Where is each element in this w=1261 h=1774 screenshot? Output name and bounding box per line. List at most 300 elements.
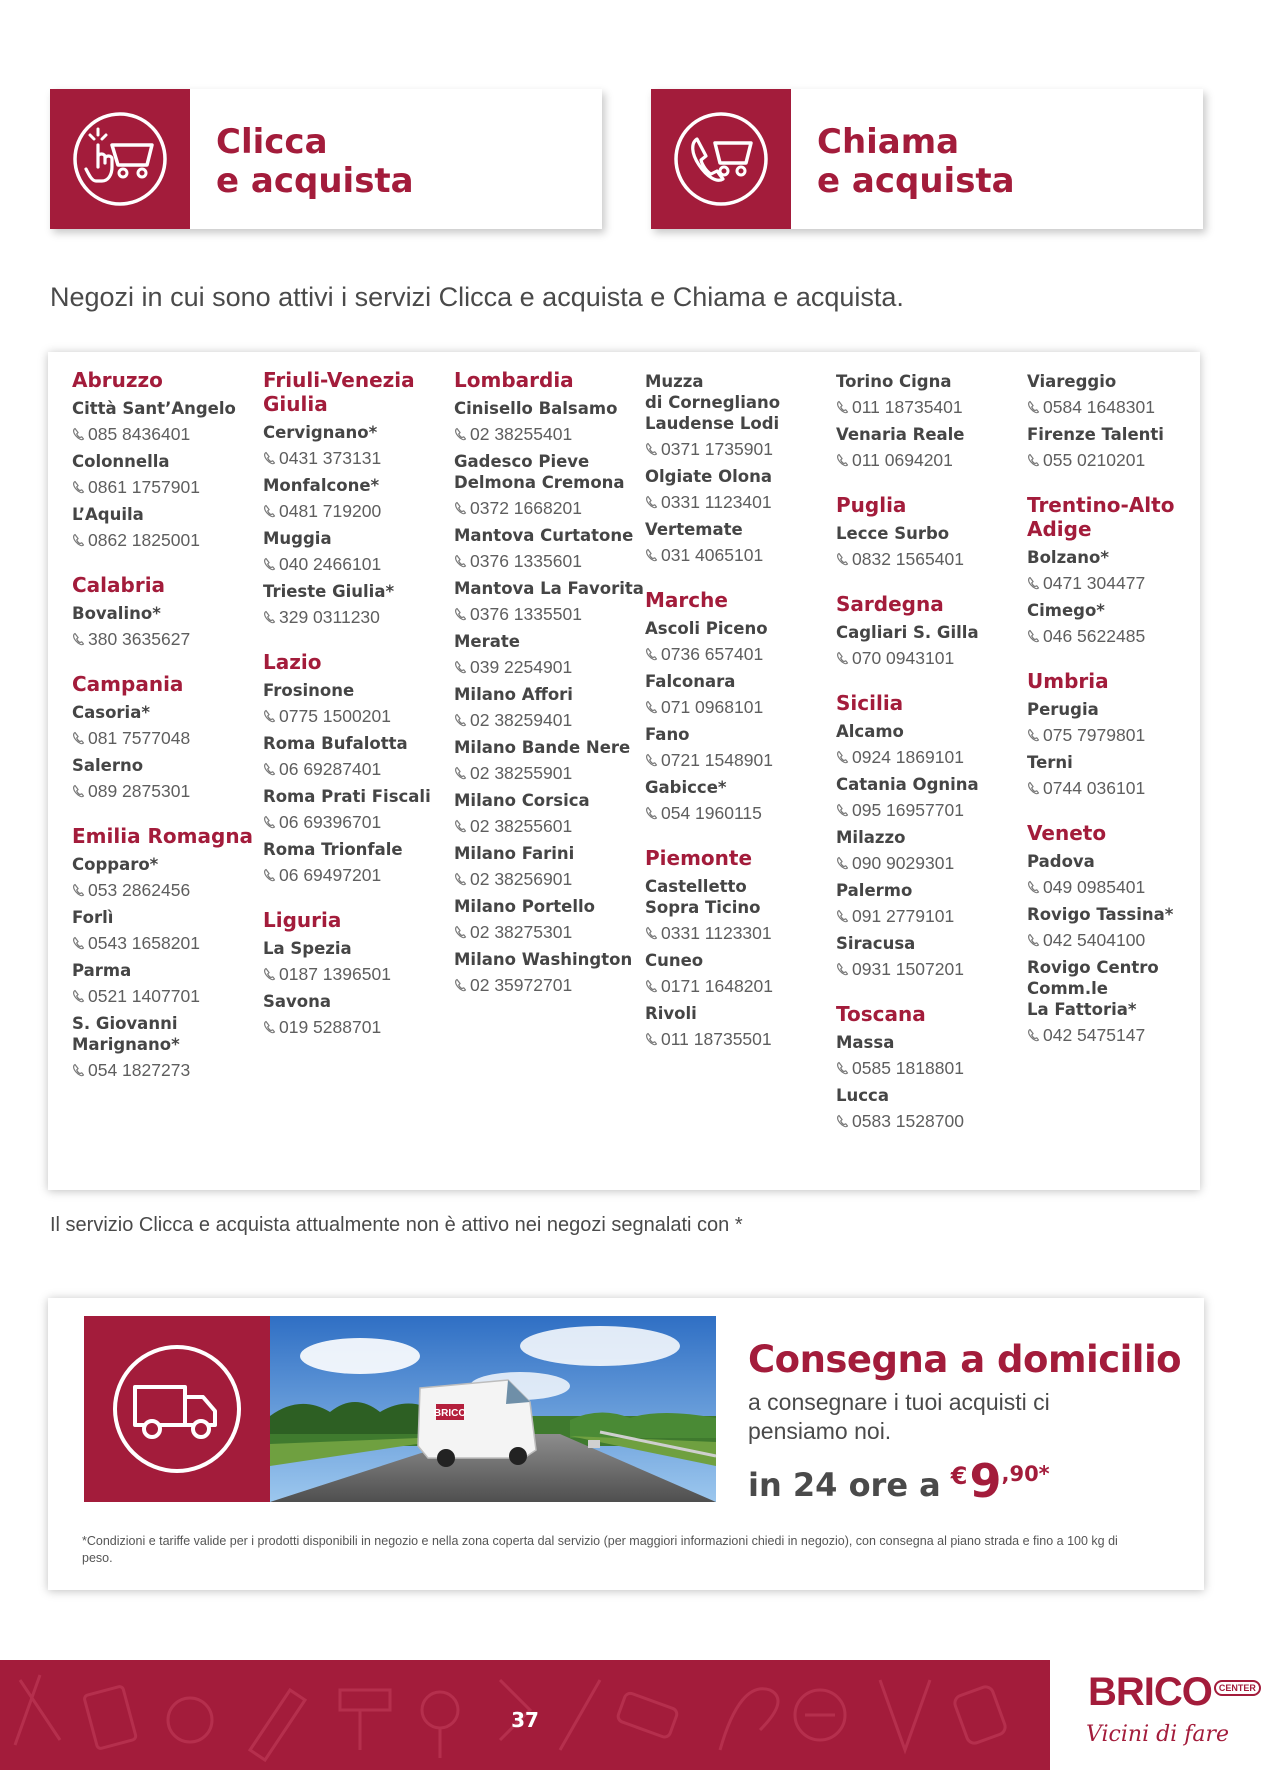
phone-icon <box>72 883 86 897</box>
store-phone[interactable] <box>454 709 645 731</box>
store-phone[interactable] <box>72 423 263 445</box>
phone-icon <box>1027 1028 1041 1042</box>
region-heading: Toscana <box>836 1002 926 1026</box>
store-name: Milano Bande Nere <box>454 738 631 757</box>
store-phone-number[interactable]: 085 8436401 <box>88 424 191 444</box>
store-phone-number[interactable]: 031 4065101 <box>661 545 764 565</box>
store-phone-number[interactable]: 0861 1757901 <box>88 477 200 497</box>
store-phone-number[interactable]: 055 0210201 <box>1043 450 1146 470</box>
store-name: Colonnella <box>72 452 170 471</box>
store-phone-number[interactable]: 049 0985401 <box>1043 877 1146 897</box>
store-phone[interactable] <box>1027 625 1218 647</box>
store-entry <box>836 774 1027 821</box>
store-column <box>836 368 1027 1190</box>
store-phone[interactable] <box>645 802 836 824</box>
store-name: Rovigo Centro Comm.le La Fattoria* <box>1027 958 1159 1019</box>
store-entry <box>836 1085 1027 1132</box>
store-column <box>645 368 836 1190</box>
store-name: Cervignano* <box>263 423 378 442</box>
store-entry <box>263 839 454 886</box>
store-phone-number[interactable]: 0481 719200 <box>279 501 382 521</box>
store-name: Roma Trionfale <box>263 840 403 859</box>
store-name: Gabicce* <box>645 778 727 797</box>
store-name: Forlì <box>72 908 114 927</box>
phone-icon <box>836 909 850 923</box>
store-phone[interactable] <box>263 1016 454 1038</box>
delivery-price-offer <box>748 1456 1050 1506</box>
store-phone[interactable] <box>645 643 836 665</box>
store-entry <box>1027 699 1218 746</box>
store-name: Padova <box>1027 852 1095 871</box>
store-phone-number[interactable]: 02 38255601 <box>470 816 573 836</box>
store-phone[interactable] <box>645 922 836 944</box>
store-phone[interactable] <box>454 868 645 890</box>
store-entry <box>263 475 454 522</box>
phone-icon <box>1027 880 1041 894</box>
currency-symbol: € <box>950 1462 968 1490</box>
store-phone-number[interactable]: 0583 1528700 <box>852 1111 964 1131</box>
store-phone-number[interactable]: 06 69396701 <box>279 812 382 832</box>
store-phone-number[interactable]: 0376 1335501 <box>470 604 582 624</box>
phone-icon <box>836 1061 850 1075</box>
store-phone-number[interactable]: 0331 1123301 <box>661 923 772 943</box>
store-phone[interactable] <box>263 553 454 575</box>
store-phone-number[interactable]: 02 38255401 <box>470 424 573 444</box>
phone-icon <box>836 1114 850 1128</box>
store-name: Roma Prati Fiscali <box>263 787 431 806</box>
store-phone-number[interactable]: 02 38255901 <box>470 763 573 783</box>
store-phone-number[interactable]: 329 0311230 <box>279 607 380 627</box>
store-entry <box>1027 957 1218 1046</box>
store-phone-number[interactable]: 0721 1548901 <box>661 750 773 770</box>
region-heading: Abruzzo <box>72 368 163 392</box>
svg-text:BRICO: BRICO <box>433 1408 467 1419</box>
click-and-buy-banner <box>50 89 602 229</box>
store-entry <box>645 950 836 997</box>
store-name: Catania Ognina <box>836 775 979 794</box>
store-name: Salerno <box>72 756 144 775</box>
store-entry <box>263 733 454 780</box>
store-entry <box>836 721 1027 768</box>
store-phone-number[interactable]: 081 7577048 <box>88 728 191 748</box>
store-entry <box>263 991 454 1038</box>
store-entry <box>1027 547 1218 594</box>
store-phone[interactable] <box>1027 449 1218 471</box>
store-name: Firenze Talenti <box>1027 425 1164 444</box>
store-phone[interactable] <box>454 815 645 837</box>
store-phone-number[interactable]: 0924 1869101 <box>852 747 964 767</box>
phone-icon <box>454 819 468 833</box>
store-phone[interactable] <box>1027 777 1218 799</box>
region-heading: Sardegna <box>836 592 944 616</box>
store-phone-number[interactable]: 070 0943101 <box>852 648 955 668</box>
store-phone[interactable] <box>72 727 263 749</box>
store-name: Parma <box>72 961 132 980</box>
store-entry <box>72 907 263 954</box>
delivery-terms: *Condizioni e tariffe valide per i prodotti disponibili in negozio e nella zona coperta dal servizio (per maggiori informazioni chiedi in negozio), con consegna al piano strada e fino a 100 kg di peso. <box>82 1534 1118 1565</box>
call-and-buy-title: Chiama e acquista <box>817 122 1015 201</box>
phone-icon <box>454 501 468 515</box>
store-phone[interactable] <box>1027 876 1218 898</box>
store-phone[interactable] <box>836 449 1027 471</box>
store-phone-number[interactable]: 0187 1396501 <box>279 964 391 984</box>
phone-icon <box>1027 629 1041 643</box>
store-name: Milazzo <box>836 828 906 847</box>
region-heading: Trentino-Alto Adige <box>1027 493 1175 541</box>
store-phone-number[interactable]: 02 38275301 <box>470 922 573 942</box>
phone-icon <box>454 872 468 886</box>
store-entry <box>454 737 645 784</box>
store-name: Massa <box>836 1033 895 1052</box>
store-entry <box>72 1013 263 1081</box>
store-phone[interactable] <box>263 963 454 985</box>
store-phone-number[interactable]: 040 2466101 <box>279 554 382 574</box>
phone-icon <box>454 766 468 780</box>
store-phone[interactable] <box>72 529 263 551</box>
store-entry <box>72 603 263 650</box>
phone-icon <box>836 453 850 467</box>
store-phone-number[interactable]: 0521 1407701 <box>88 986 200 1006</box>
store-entry <box>645 876 836 944</box>
store-entry <box>263 786 454 833</box>
store-phone[interactable] <box>836 1110 1027 1132</box>
store-entry <box>1027 424 1218 471</box>
region-heading: Lombardia <box>454 368 574 392</box>
store-phone-number[interactable]: 380 3635627 <box>88 629 191 649</box>
store-name: Savona <box>263 992 331 1011</box>
store-phone-number[interactable]: 06 69287401 <box>279 759 382 779</box>
store-phone-number[interactable]: 02 38256901 <box>470 869 573 889</box>
store-entry <box>836 371 1027 418</box>
store-phone-number[interactable]: 042 5404100 <box>1043 930 1146 950</box>
store-phone[interactable] <box>836 1057 1027 1079</box>
delivery-offer-text: in 24 ore a <box>748 1466 941 1504</box>
store-phone[interactable] <box>1027 572 1218 594</box>
store-phone-number[interactable]: 02 35972701 <box>470 975 573 995</box>
store-phone[interactable] <box>836 548 1027 570</box>
store-phone-number[interactable]: 019 5288701 <box>279 1017 382 1037</box>
store-entry <box>454 398 645 445</box>
store-name: Mantova La Favorita <box>454 579 644 598</box>
phone-icon <box>72 1063 86 1077</box>
store-phone-number[interactable]: 0832 1565401 <box>852 549 964 569</box>
store-entry <box>263 581 454 628</box>
store-entry <box>1027 851 1218 898</box>
store-phone-number[interactable]: 011 0694201 <box>852 450 953 470</box>
store-entry <box>1027 371 1218 418</box>
store-phone[interactable] <box>836 852 1027 874</box>
store-phone-number[interactable]: 0736 657401 <box>661 644 764 664</box>
store-name: Merate <box>454 632 520 651</box>
store-phone-number[interactable]: 0376 1335601 <box>470 551 582 571</box>
store-phone-number[interactable]: 054 1827273 <box>88 1060 191 1080</box>
store-phone[interactable] <box>645 438 836 460</box>
region-heading: Calabria <box>72 573 166 597</box>
phone-icon <box>645 647 659 661</box>
store-phone[interactable] <box>72 1059 263 1081</box>
store-entry <box>645 466 836 513</box>
store-phone-number[interactable]: 054 1960115 <box>661 803 762 823</box>
store-phone[interactable] <box>836 905 1027 927</box>
store-name: Castelletto Sopra Ticino <box>645 877 761 917</box>
store-phone-number[interactable]: 042 5475147 <box>1043 1025 1146 1045</box>
store-entry <box>645 371 836 460</box>
store-phone-number[interactable]: 046 5622485 <box>1043 626 1146 646</box>
store-phone[interactable] <box>836 799 1027 821</box>
phone-icon <box>263 709 277 723</box>
store-name: Gadesco Pieve Delmona Cremona <box>454 452 625 492</box>
phone-icon <box>1027 933 1041 947</box>
region-heading: Liguria <box>263 908 342 932</box>
phone-icon <box>72 731 86 745</box>
phone-icon <box>454 554 468 568</box>
store-phone[interactable] <box>1027 929 1218 951</box>
phone-icon <box>645 700 659 714</box>
phone-icon <box>263 967 277 981</box>
store-phone-number[interactable]: 095 16957701 <box>852 800 964 820</box>
store-phone-number[interactable]: 0431 373131 <box>279 448 382 468</box>
store-name: Torino Cigna <box>836 372 952 391</box>
store-name: La Spezia <box>263 939 352 958</box>
region-heading: Lazio <box>263 650 322 674</box>
store-name: Rovigo Tassina* <box>1027 905 1174 924</box>
store-phone[interactable] <box>454 423 645 445</box>
phone-icon <box>1027 781 1041 795</box>
store-phone-number[interactable]: 0331 1123401 <box>661 492 772 512</box>
store-entry <box>645 1003 836 1050</box>
store-phone-number[interactable]: 0171 1648201 <box>661 976 773 996</box>
store-phone[interactable] <box>645 544 836 566</box>
store-name: Copparo* <box>72 855 159 874</box>
store-phone[interactable] <box>1027 724 1218 746</box>
store-phone-number[interactable]: 0371 1735901 <box>661 439 773 459</box>
phone-icon <box>836 962 850 976</box>
phone-icon <box>836 400 850 414</box>
region-heading: Puglia <box>836 493 907 517</box>
phone-icon <box>72 936 86 950</box>
store-phone[interactable] <box>836 647 1027 669</box>
store-phone-number[interactable]: 090 9029301 <box>852 853 955 873</box>
store-phone[interactable] <box>836 958 1027 980</box>
hand-tap-cart-icon <box>50 89 190 229</box>
store-entry <box>72 398 263 445</box>
store-name: Roma Bufalotta <box>263 734 408 753</box>
store-entry <box>1027 752 1218 799</box>
store-name: Terni <box>1027 753 1073 772</box>
brand-logo <box>1050 1660 1256 1770</box>
phone-icon <box>454 660 468 674</box>
store-phone[interactable] <box>836 746 1027 768</box>
store-entry <box>263 680 454 727</box>
phone-icon <box>836 750 850 764</box>
home-delivery-banner <box>48 1298 1204 1590</box>
delivery-van-photo <box>270 1316 716 1502</box>
click-service-footnote: Il servizio Clicca e acquista attualmente non è attivo nei negozi segnalati con * <box>50 1214 743 1236</box>
store-entry <box>454 949 645 996</box>
price-whole: 9 <box>969 1454 1002 1508</box>
delivery-subtitle: a consegnare i tuoi acquisti ci pensiamo noi. <box>748 1389 1050 1444</box>
store-name: Siracusa <box>836 934 916 953</box>
phone-icon <box>645 753 659 767</box>
store-name: Ascoli Piceno <box>645 619 768 638</box>
store-phone[interactable] <box>72 932 263 954</box>
store-phone[interactable] <box>72 780 263 802</box>
store-column <box>1027 368 1218 1190</box>
store-name: Trieste Giulia* <box>263 582 395 601</box>
store-phone-number[interactable]: 0585 1818801 <box>852 1058 964 1078</box>
store-column <box>263 368 454 1190</box>
store-phone-number[interactable]: 0372 1668201 <box>470 498 582 518</box>
store-entry <box>836 622 1027 669</box>
store-entry <box>645 724 836 771</box>
store-name: Rivoli <box>645 1004 697 1023</box>
phone-icon <box>645 979 659 993</box>
store-name: Bolzano* <box>1027 548 1110 567</box>
store-phone-number[interactable]: 02 38259401 <box>470 710 573 730</box>
phone-icon <box>263 451 277 465</box>
store-phone[interactable] <box>645 1028 836 1050</box>
store-name: L’Aquila <box>72 505 144 524</box>
phone-icon <box>645 926 659 940</box>
store-name: Milano Washington <box>454 950 633 969</box>
store-name: Monfalcone* <box>263 476 380 495</box>
store-entry <box>645 671 836 718</box>
store-phone[interactable] <box>836 396 1027 418</box>
phone-icon <box>263 815 277 829</box>
store-phone-number[interactable]: 011 18735401 <box>852 397 963 417</box>
store-phone-number[interactable]: 089 2875301 <box>88 781 191 801</box>
store-phone[interactable] <box>1027 396 1218 418</box>
store-entry <box>72 451 263 498</box>
store-phone-number[interactable]: 011 18735501 <box>661 1029 772 1049</box>
store-phone[interactable] <box>454 974 645 996</box>
store-column <box>454 368 645 1190</box>
phone-icon <box>263 762 277 776</box>
store-phone[interactable] <box>645 975 836 997</box>
store-name: Muzza di Cornegliano Laudense Lodi <box>645 372 781 433</box>
phone-icon <box>1027 728 1041 742</box>
store-name: Lecce Surbo <box>836 524 950 543</box>
store-phone-number[interactable]: 039 2254901 <box>470 657 573 677</box>
store-entry <box>836 424 1027 471</box>
store-name: Frosinone <box>263 681 355 700</box>
store-phone-number[interactable]: 0744 036101 <box>1043 778 1146 798</box>
phone-icon <box>645 1032 659 1046</box>
brand-tagline: Vicini di fare <box>1086 1722 1229 1747</box>
store-directory <box>48 352 1200 1190</box>
phone-icon <box>836 651 850 665</box>
store-entry <box>454 578 645 625</box>
phone-icon <box>72 480 86 494</box>
store-name: Falconara <box>645 672 736 691</box>
phone-icon <box>454 607 468 621</box>
store-phone-number[interactable]: 0584 1648301 <box>1043 397 1155 417</box>
store-entry <box>454 896 645 943</box>
store-phone[interactable] <box>72 985 263 1007</box>
store-phone-number[interactable]: 0543 1658201 <box>88 933 200 953</box>
store-name: Milano Farini <box>454 844 575 863</box>
store-name: Cuneo <box>645 951 704 970</box>
store-phone-number[interactable]: 0471 304477 <box>1043 573 1146 593</box>
page-number: 37 <box>511 1708 539 1732</box>
call-and-buy-banner <box>651 89 1203 229</box>
store-entry <box>836 827 1027 874</box>
store-entry <box>72 755 263 802</box>
store-entry <box>836 880 1027 927</box>
store-name: Bovalino* <box>72 604 161 623</box>
store-entry <box>836 523 1027 570</box>
store-entry <box>72 504 263 551</box>
store-name: Venaria Reale <box>836 425 965 444</box>
phone-icon <box>836 552 850 566</box>
store-phone[interactable] <box>72 476 263 498</box>
store-phone[interactable] <box>454 603 645 625</box>
store-phone-number[interactable]: 075 7979801 <box>1043 725 1146 745</box>
phone-icon <box>72 533 86 547</box>
store-name: Milano Corsica <box>454 791 590 810</box>
store-phone-number[interactable]: 053 2862456 <box>88 880 191 900</box>
store-entry <box>645 618 836 665</box>
store-entry <box>263 938 454 985</box>
store-name: Milano Affori <box>454 685 573 704</box>
store-name: Vertemate <box>645 520 743 539</box>
store-entry <box>454 843 645 890</box>
store-phone[interactable] <box>454 656 645 678</box>
phone-icon <box>263 504 277 518</box>
store-entry <box>454 631 645 678</box>
store-name: Alcamo <box>836 722 904 741</box>
store-phone[interactable] <box>454 921 645 943</box>
store-name: S. Giovanni Marignano* <box>72 1014 180 1054</box>
store-phone[interactable] <box>263 447 454 469</box>
store-phone-number[interactable]: 0931 1507201 <box>852 959 964 979</box>
phone-icon <box>836 803 850 817</box>
store-phone-number[interactable]: 0862 1825001 <box>88 530 200 550</box>
store-entry <box>836 1032 1027 1079</box>
store-phone[interactable] <box>263 811 454 833</box>
store-phone[interactable] <box>263 606 454 628</box>
phone-icon <box>72 784 86 798</box>
store-phone[interactable] <box>72 879 263 901</box>
store-phone[interactable] <box>454 497 645 519</box>
store-name: Fano <box>645 725 690 744</box>
store-phone[interactable] <box>454 762 645 784</box>
store-phone-number[interactable]: 091 2779101 <box>852 906 955 926</box>
store-phone-number[interactable]: 0775 1500201 <box>279 706 391 726</box>
store-phone[interactable] <box>645 491 836 513</box>
store-phone[interactable] <box>1027 1024 1218 1046</box>
store-phone[interactable] <box>454 550 645 572</box>
store-phone[interactable] <box>645 696 836 718</box>
store-phone[interactable] <box>263 705 454 727</box>
store-phone[interactable] <box>263 758 454 780</box>
store-phone[interactable] <box>263 500 454 522</box>
store-entry <box>836 933 1027 980</box>
store-phone-number[interactable]: 071 0968101 <box>661 697 764 717</box>
phone-icon <box>454 427 468 441</box>
phone-icon <box>263 610 277 624</box>
region-heading: Veneto <box>1027 821 1107 845</box>
phone-icon <box>836 856 850 870</box>
store-phone[interactable] <box>645 749 836 771</box>
store-phone-number[interactable]: 06 69497201 <box>279 865 382 885</box>
phone-icon <box>645 442 659 456</box>
phone-icon <box>454 713 468 727</box>
phone-icon <box>645 548 659 562</box>
store-phone[interactable] <box>263 864 454 886</box>
store-phone[interactable] <box>72 628 263 650</box>
store-entry <box>72 854 263 901</box>
